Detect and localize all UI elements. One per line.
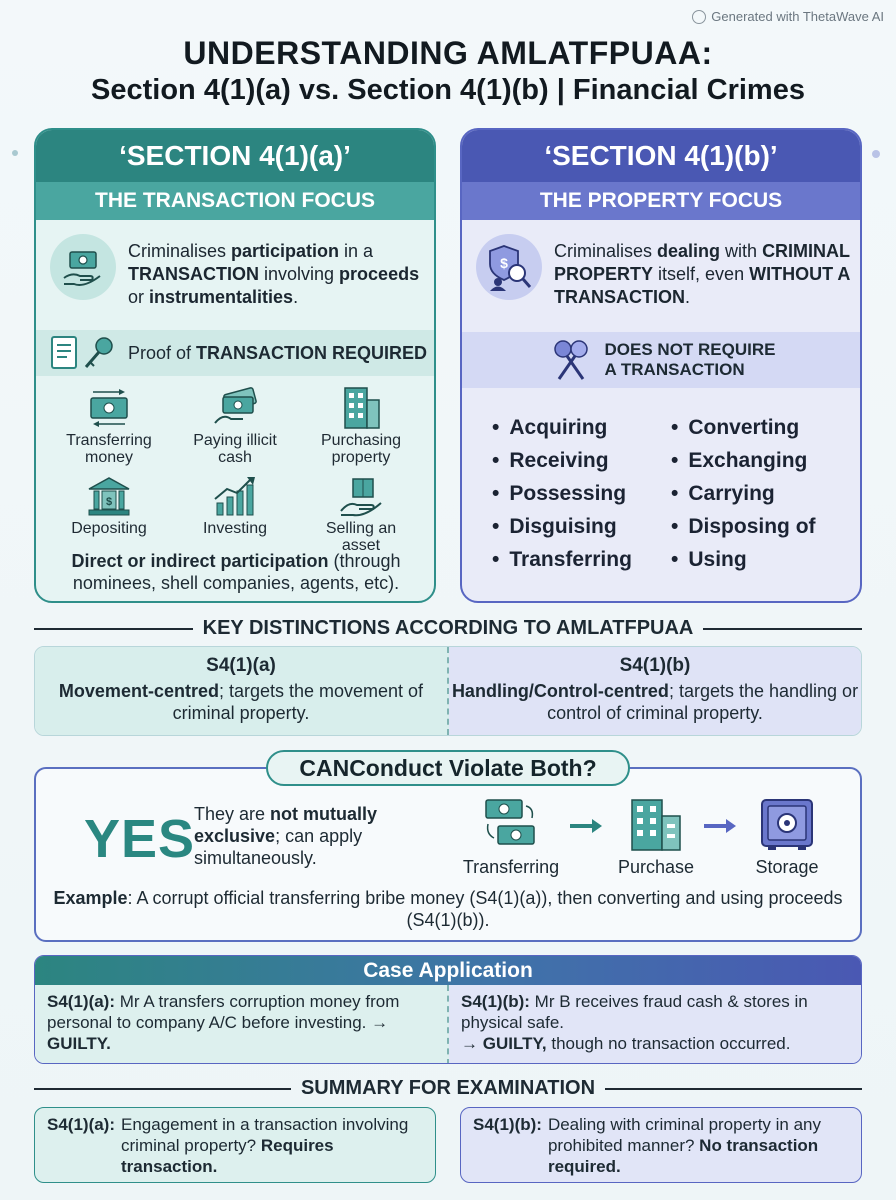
section-a-intro-text: Criminalises participation in a TRANSACTION involving proceeds or instrumentalities. <box>128 241 420 307</box>
summary-divider <box>34 1077 862 1100</box>
svg-text:$: $ <box>105 496 113 508</box>
money-transfer-icon <box>46 386 172 430</box>
case-application-box <box>34 955 862 1064</box>
section-a-intro <box>50 234 424 309</box>
transaction-example <box>298 474 424 554</box>
money-hand-icon <box>50 234 116 300</box>
prohibited-action-item: • Receiving <box>492 449 671 472</box>
transaction-example <box>298 386 424 466</box>
section-a-heading: ‘SECTION 4(1)(a)’ <box>36 130 434 182</box>
violate-both-heading: CAN Conduct Violate Both? <box>266 750 630 786</box>
transaction-examples-grid <box>46 386 424 554</box>
key-distinctions-heading: KEY DISTINCTIONS ACCORDING TO AMLATFPUAA <box>202 617 694 639</box>
prohibited-action-item: • Transferring <box>492 548 671 571</box>
transaction-example <box>172 386 298 466</box>
prohibited-action-item: • Disguising <box>492 515 671 538</box>
prohibited-action-item: • Possessing <box>492 482 671 505</box>
flow-transferring: Transferring <box>456 796 566 878</box>
prohibited-action-item: • Disposing of <box>671 515 850 538</box>
transaction-example-label: Transferring money <box>66 432 152 466</box>
summary-b: S4(1)(b): Dealing with criminal property in any prohibited manner? No transaction required. <box>460 1107 862 1183</box>
document-key-icon <box>48 335 118 371</box>
prohibited-action-item: • Converting <box>671 416 850 439</box>
prohibited-actions-list <box>492 416 850 571</box>
proof-required-bar <box>36 330 434 376</box>
prohibited-action-item: • Acquiring <box>492 416 671 439</box>
key-distinctions-divider <box>34 617 862 640</box>
keys-icon <box>547 337 595 383</box>
section-a-subheading: THE TRANSACTION FOCUS <box>36 182 434 220</box>
transaction-example-label: Depositing <box>71 520 147 537</box>
section-b-subheading: THE PROPERTY FOCUS <box>462 182 860 220</box>
section-b-panel <box>460 128 862 603</box>
building-icon <box>626 796 686 852</box>
flow-purchase: Purchase <box>604 796 708 878</box>
case-application-heading: Case Application <box>35 956 861 985</box>
growth-chart-icon <box>172 474 298 518</box>
watermark: Generated with ThetaWave AI <box>692 9 884 24</box>
transaction-example <box>46 386 172 466</box>
cash-hand-icon <box>172 386 298 430</box>
key-distinctions-box <box>34 646 862 736</box>
arrow-right-icon <box>702 816 738 836</box>
money-transfer-icon <box>480 796 542 848</box>
section-b-heading: ‘SECTION 4(1)(b)’ <box>462 130 860 182</box>
distinction-a: S4(1)(a) Movement-centred; targets the movement of criminal property. <box>35 647 449 735</box>
proof-required-text: Proof of TRANSACTION REQUIRED <box>128 342 428 363</box>
decor-dot <box>12 150 18 156</box>
no-transaction-text: DOES NOT REQUIRE A TRANSACTION <box>604 340 776 379</box>
prohibited-action-item: • Using <box>671 548 850 571</box>
yes-explanation: They are not mutually exclusive; can apply simultaneously. <box>194 804 378 868</box>
case-a: S4(1)(a): Mr A transfers corruption money from personal to company A/C before investing. → GUILTY. <box>35 985 449 1064</box>
summary-a: S4(1)(a): Engagement in a transaction involving criminal property? Requires transaction. <box>34 1107 436 1183</box>
transaction-example-label: Purchasing property <box>320 432 402 466</box>
svg-text:$: $ <box>500 255 508 271</box>
transaction-example <box>46 474 172 554</box>
no-transaction-bar <box>462 332 860 388</box>
transaction-example <box>172 474 298 554</box>
bank-icon <box>46 474 172 518</box>
summary-heading: SUMMARY FOR EXAMINATION <box>300 1077 596 1099</box>
page-title <box>0 34 896 108</box>
title-line-1: UNDERSTANDING AMLATFPUAA: <box>183 35 713 71</box>
transaction-example-label: Paying illicit cash <box>193 432 277 466</box>
flow-storage: Storage <box>738 796 836 878</box>
title-line-2: Section 4(1)(a) vs. Section 4(1)(b) | Financial Crimes <box>91 74 805 106</box>
section-b-intro <box>476 234 850 309</box>
decor-dot <box>872 150 880 158</box>
transaction-example-label: Selling an asset <box>325 520 397 554</box>
example-text: Example: A corrupt official transferring bribe money (S4(1)(a)), then converting and using proceeds (S4(1)(b)). <box>53 888 843 930</box>
section-b-intro-text: Criminalises dealing with CRIMINAL PROPERTY itself, even WITHOUT A TRANSACTION. <box>554 241 850 307</box>
conduct-flow <box>456 796 836 886</box>
building-icon <box>298 386 424 430</box>
case-b: S4(1)(b): Mr B receives fraud cash & stores in physical safe. → GUILTY, though no transaction occurred. <box>449 985 861 1064</box>
safe-icon <box>758 796 816 852</box>
prohibited-action-item: • Carrying <box>671 482 850 505</box>
arrow-right-icon <box>568 816 604 836</box>
box-hand-icon <box>298 474 424 518</box>
transaction-example-label: Investing <box>202 520 268 537</box>
direct-participation-note: Direct or indirect participation (through nominees, shell companies, agents, etc). <box>71 551 401 593</box>
prohibited-action-item: • Exchanging <box>671 449 850 472</box>
section-a-panel <box>34 128 436 603</box>
yes-answer: YES <box>84 809 196 869</box>
logo-icon <box>692 10 706 24</box>
distinction-b: S4(1)(b) Handling/Control-centred; targets the handling or control of criminal property. <box>449 647 861 735</box>
shield-search-icon <box>476 234 542 300</box>
